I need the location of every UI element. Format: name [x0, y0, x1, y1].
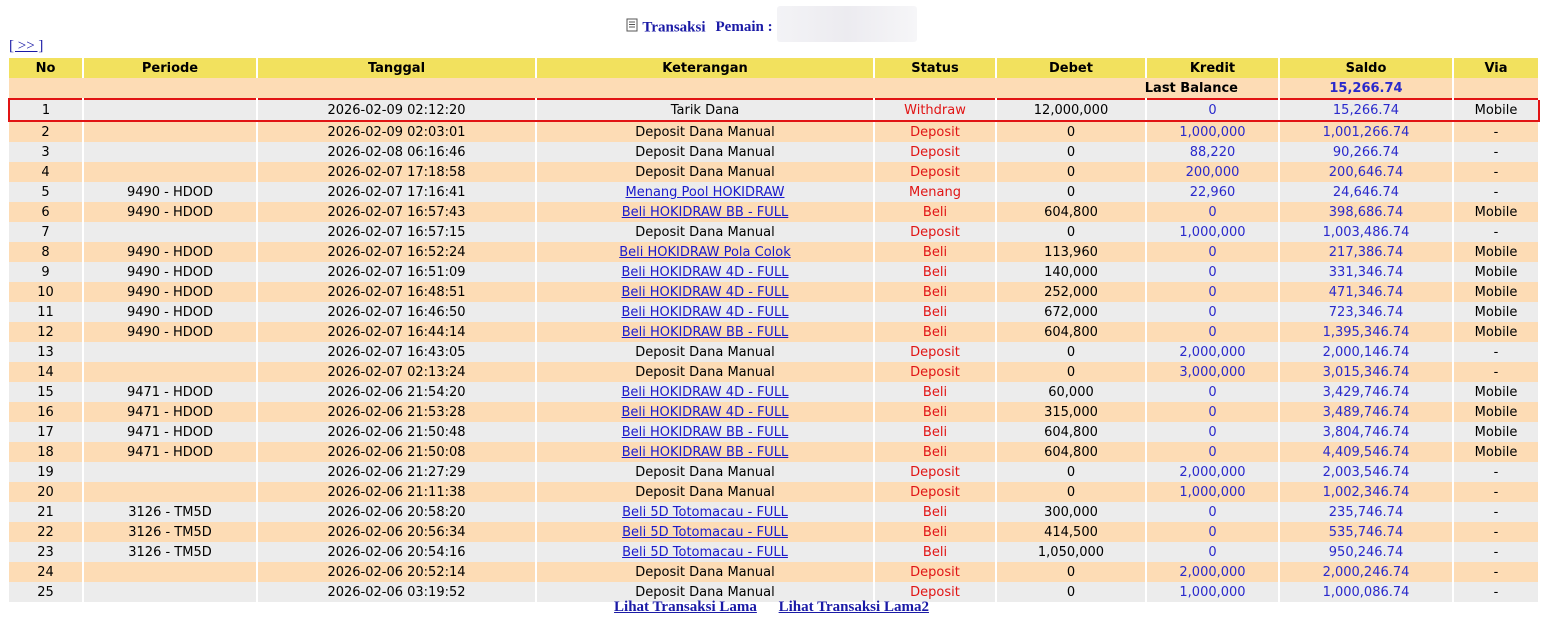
cell-via: -	[1453, 182, 1539, 202]
keterangan-link[interactable]: Beli HOKIDRAW 4D - FULL	[621, 384, 789, 400]
cell-status: Deposit	[874, 462, 996, 482]
cell-tanggal: 2026-02-06 20:56:34	[257, 522, 536, 542]
cell-via: Mobile	[1453, 442, 1539, 462]
header-periode: Periode	[83, 58, 257, 78]
cell-status: Beli	[874, 542, 996, 562]
table-row	[9, 302, 1539, 322]
cell-periode	[83, 342, 257, 362]
cell-no: 19	[9, 462, 83, 482]
cell-status: Deposit	[874, 582, 996, 602]
cell-via: Mobile	[1453, 422, 1539, 442]
cell-status: Deposit	[874, 121, 996, 142]
keterangan-link[interactable]: Beli HOKIDRAW Pola Colok	[619, 244, 791, 260]
cell-debet: 252,000	[996, 282, 1146, 302]
cell-debet: 140,000	[996, 262, 1146, 282]
cell-saldo: 217,386.74	[1279, 242, 1453, 262]
cell-tanggal: 2026-02-06 21:50:08	[257, 442, 536, 462]
cell-debet: 414,500	[996, 522, 1146, 542]
table-row	[9, 422, 1539, 442]
keterangan-link[interactable]: Beli 5D Totomacau - FULL	[622, 524, 788, 540]
table-row	[9, 282, 1539, 302]
cell-tanggal: 2026-02-06 21:11:38	[257, 482, 536, 502]
cell-keterangan: Deposit Dana Manual	[536, 121, 874, 142]
table-row	[9, 482, 1539, 502]
cell-status: Beli	[874, 242, 996, 262]
cell-tanggal: 2026-02-07 16:44:14	[257, 322, 536, 342]
cell-kredit: 200,000	[1146, 162, 1279, 182]
last-balance-value: 15,266.74	[1279, 78, 1453, 99]
cell-no: 16	[9, 402, 83, 422]
keterangan-link[interactable]: Beli HOKIDRAW BB - FULL	[621, 444, 789, 460]
table-row	[9, 162, 1539, 182]
cell-no: 10	[9, 282, 83, 302]
header-saldo: Saldo	[1279, 58, 1453, 78]
table-row	[9, 402, 1539, 422]
cell-keterangan: Tarik Dana	[536, 99, 874, 121]
cell-saldo: 471,346.74	[1279, 282, 1453, 302]
cell-kredit: 0	[1146, 402, 1279, 422]
table-row	[9, 142, 1539, 162]
keterangan-link[interactable]: Beli HOKIDRAW BB - FULL	[621, 204, 789, 220]
cell-keterangan: Deposit Dana Manual	[536, 462, 874, 482]
cell-debet: 0	[996, 182, 1146, 202]
cell-no: 9	[9, 262, 83, 282]
cell-saldo: 723,346.74	[1279, 302, 1453, 322]
cell-no: 2	[9, 121, 83, 142]
cell-no: 8	[9, 242, 83, 262]
cell-saldo: 950,246.74	[1279, 542, 1453, 562]
transactions-table	[8, 58, 1540, 602]
cell-status: Beli	[874, 262, 996, 282]
cell-via: -	[1453, 562, 1539, 582]
cell-saldo: 1,000,086.74	[1279, 582, 1453, 602]
cell-keterangan	[536, 442, 874, 462]
cell-no: 4	[9, 162, 83, 182]
keterangan-link[interactable]: Beli HOKIDRAW 4D - FULL	[621, 304, 789, 320]
cell-keterangan: Deposit Dana Manual	[536, 582, 874, 602]
table-row	[9, 262, 1539, 282]
cell-saldo: 235,746.74	[1279, 502, 1453, 522]
cell-tanggal: 2026-02-06 20:52:14	[257, 562, 536, 582]
cell-periode	[83, 99, 257, 121]
cell-status: Deposit	[874, 342, 996, 362]
cell-debet: 0	[996, 142, 1146, 162]
cell-keterangan	[536, 402, 874, 422]
cell-via: Mobile	[1453, 382, 1539, 402]
keterangan-link[interactable]: Beli 5D Totomacau - FULL	[622, 544, 788, 560]
cell-kredit: 1,000,000	[1146, 222, 1279, 242]
cell-via: Mobile	[1453, 402, 1539, 422]
keterangan-link[interactable]: Beli HOKIDRAW 4D - FULL	[621, 284, 789, 300]
cell-keterangan	[536, 302, 874, 322]
cell-periode: 9490 - HDOD	[83, 202, 257, 222]
cell-via: -	[1453, 542, 1539, 562]
cell-kredit: 3,000,000	[1146, 362, 1279, 382]
cell-status: Deposit	[874, 562, 996, 582]
cell-kredit: 1,000,000	[1146, 121, 1279, 142]
cell-tanggal: 2026-02-06 21:27:29	[257, 462, 536, 482]
cell-periode	[83, 362, 257, 382]
cell-saldo: 1,003,486.74	[1279, 222, 1453, 242]
cell-periode: 9490 - HDOD	[83, 182, 257, 202]
cell-kredit: 0	[1146, 542, 1279, 562]
cell-status: Beli	[874, 282, 996, 302]
cell-via: -	[1453, 162, 1539, 182]
cell-tanggal: 2026-02-06 20:54:16	[257, 542, 536, 562]
cell-kredit: 0	[1146, 382, 1279, 402]
cell-no: 1	[9, 99, 83, 121]
cell-debet: 0	[996, 342, 1146, 362]
cell-saldo: 3,804,746.74	[1279, 422, 1453, 442]
cell-status: Deposit	[874, 222, 996, 242]
table-row	[9, 502, 1539, 522]
cell-via: -	[1453, 342, 1539, 362]
cell-status: Deposit	[874, 142, 996, 162]
cell-saldo: 4,409,546.74	[1279, 442, 1453, 462]
cell-tanggal: 2026-02-06 21:53:28	[257, 402, 536, 422]
cell-debet: 12,000,000	[996, 99, 1146, 121]
cell-periode: 9471 - HDOD	[83, 382, 257, 402]
cell-debet: 60,000	[996, 382, 1146, 402]
cell-status: Deposit	[874, 162, 996, 182]
cell-periode: 3126 - TM5D	[83, 502, 257, 522]
cell-keterangan: Deposit Dana Manual	[536, 142, 874, 162]
table-row	[9, 222, 1539, 242]
pemain-label: Pemain :	[715, 19, 773, 36]
footer-links	[0, 599, 1543, 616]
cell-kredit: 0	[1146, 502, 1279, 522]
table-row	[9, 562, 1539, 582]
cell-tanggal: 2026-02-06 21:50:48	[257, 422, 536, 442]
header-tanggal: Tanggal	[257, 58, 536, 78]
cell-kredit: 0	[1146, 202, 1279, 222]
table-row	[9, 362, 1539, 382]
cell-tanggal: 2026-02-06 03:19:52	[257, 582, 536, 602]
cell-no: 15	[9, 382, 83, 402]
cell-keterangan	[536, 242, 874, 262]
cell-debet: 1,050,000	[996, 542, 1146, 562]
cell-no: 22	[9, 522, 83, 542]
cell-periode: 9471 - HDOD	[83, 442, 257, 462]
cell-no: 18	[9, 442, 83, 462]
page-title	[0, 14, 1543, 42]
table-row	[9, 342, 1539, 362]
cell-saldo: 2,000,146.74	[1279, 342, 1453, 362]
cell-keterangan: Deposit Dana Manual	[536, 342, 874, 362]
cell-tanggal: 2026-02-07 02:13:24	[257, 362, 536, 382]
last-balance-empty	[1453, 78, 1539, 99]
old-transactions-link[interactable]: Lihat Transaksi Lama	[614, 599, 757, 615]
cell-status: Beli	[874, 302, 996, 322]
cell-tanggal: 2026-02-09 02:12:20	[257, 99, 536, 121]
cell-tanggal: 2026-02-09 02:03:01	[257, 121, 536, 142]
keterangan-link[interactable]: Menang Pool HOKIDRAW	[625, 184, 785, 200]
cell-status: Deposit	[874, 362, 996, 382]
cell-debet: 315,000	[996, 402, 1146, 422]
keterangan-link[interactable]: Beli HOKIDRAW 4D - FULL	[621, 264, 789, 280]
table-row	[9, 522, 1539, 542]
cell-no: 20	[9, 482, 83, 502]
cell-tanggal: 2026-02-08 06:16:46	[257, 142, 536, 162]
cell-status: Beli	[874, 202, 996, 222]
next-page-link[interactable]: [ >> ]	[9, 38, 44, 54]
cell-kredit: 1,000,000	[1146, 482, 1279, 502]
cell-periode	[83, 462, 257, 482]
cell-debet: 0	[996, 482, 1146, 502]
cell-kredit: 0	[1146, 442, 1279, 462]
header-no: No	[9, 58, 83, 78]
table-row	[9, 121, 1539, 142]
cell-periode: 9490 - HDOD	[83, 282, 257, 302]
cell-tanggal: 2026-02-07 16:48:51	[257, 282, 536, 302]
cell-via: -	[1453, 462, 1539, 482]
table-row	[9, 382, 1539, 402]
cell-debet: 0	[996, 121, 1146, 142]
cell-saldo: 1,395,346.74	[1279, 322, 1453, 342]
cell-tanggal: 2026-02-07 16:46:50	[257, 302, 536, 322]
header-status: Status	[874, 58, 996, 78]
cell-saldo: 15,266.74	[1279, 99, 1453, 121]
cell-periode: 9471 - HDOD	[83, 422, 257, 442]
cell-saldo: 1,001,266.74	[1279, 121, 1453, 142]
document-icon	[626, 18, 638, 32]
cell-status: Beli	[874, 522, 996, 542]
cell-periode: 3126 - TM5D	[83, 542, 257, 562]
cell-status: Beli	[874, 402, 996, 422]
cell-saldo: 90,266.74	[1279, 142, 1453, 162]
cell-no: 3	[9, 142, 83, 162]
cell-kredit: 0	[1146, 242, 1279, 262]
cell-via: -	[1453, 582, 1539, 602]
cell-keterangan	[536, 422, 874, 442]
cell-no: 25	[9, 582, 83, 602]
cell-keterangan: Deposit Dana Manual	[536, 482, 874, 502]
cell-kredit: 0	[1146, 322, 1279, 342]
cell-no: 23	[9, 542, 83, 562]
cell-debet: 604,800	[996, 442, 1146, 462]
cell-no: 24	[9, 562, 83, 582]
cell-via: Mobile	[1453, 99, 1539, 121]
keterangan-link[interactable]: Beli HOKIDRAW BB - FULL	[621, 424, 789, 440]
cell-debet: 0	[996, 462, 1146, 482]
table-row	[9, 442, 1539, 462]
cell-via: -	[1453, 222, 1539, 242]
cell-via: Mobile	[1453, 282, 1539, 302]
table-row	[9, 242, 1539, 262]
cell-no: 12	[9, 322, 83, 342]
cell-keterangan	[536, 282, 874, 302]
cell-status: Withdraw	[874, 99, 996, 121]
cell-periode	[83, 142, 257, 162]
cell-keterangan	[536, 202, 874, 222]
cell-debet: 0	[996, 362, 1146, 382]
cell-kredit: 0	[1146, 522, 1279, 542]
cell-periode	[83, 562, 257, 582]
cell-saldo: 200,646.74	[1279, 162, 1453, 182]
cell-debet: 672,000	[996, 302, 1146, 322]
cell-via: Mobile	[1453, 322, 1539, 342]
cell-via: Mobile	[1453, 302, 1539, 322]
cell-saldo: 398,686.74	[1279, 202, 1453, 222]
cell-via: Mobile	[1453, 202, 1539, 222]
cell-status: Deposit	[874, 482, 996, 502]
keterangan-link[interactable]: Beli 5D Totomacau - FULL	[622, 504, 788, 520]
cell-debet: 604,800	[996, 322, 1146, 342]
cell-no: 21	[9, 502, 83, 522]
cell-tanggal: 2026-02-07 16:57:15	[257, 222, 536, 242]
keterangan-link[interactable]: Beli HOKIDRAW 4D - FULL	[621, 404, 789, 420]
cell-via: Mobile	[1453, 242, 1539, 262]
table-row	[9, 182, 1539, 202]
header-keterangan: Keterangan	[536, 58, 874, 78]
cell-kredit: 0	[1146, 262, 1279, 282]
cell-tanggal: 2026-02-07 16:52:24	[257, 242, 536, 262]
cell-periode	[83, 482, 257, 502]
cell-saldo: 3,015,346.74	[1279, 362, 1453, 382]
cell-status: Menang	[874, 182, 996, 202]
cell-periode: 3126 - TM5D	[83, 522, 257, 542]
cell-status: Beli	[874, 442, 996, 462]
cell-saldo: 2,003,546.74	[1279, 462, 1453, 482]
cell-keterangan	[536, 182, 874, 202]
cell-periode	[83, 162, 257, 182]
cell-no: 14	[9, 362, 83, 382]
cell-kredit: 88,220	[1146, 142, 1279, 162]
title-text: Transaksi	[642, 19, 706, 36]
cell-debet: 0	[996, 162, 1146, 182]
cell-keterangan: Deposit Dana Manual	[536, 222, 874, 242]
cell-debet: 604,800	[996, 422, 1146, 442]
cell-tanggal: 2026-02-07 16:43:05	[257, 342, 536, 362]
header-via: Via	[1453, 58, 1539, 78]
cell-debet: 300,000	[996, 502, 1146, 522]
cell-kredit: 22,960	[1146, 182, 1279, 202]
cell-debet: 604,800	[996, 202, 1146, 222]
cell-keterangan: Deposit Dana Manual	[536, 162, 874, 182]
cell-via: -	[1453, 502, 1539, 522]
cell-status: Beli	[874, 382, 996, 402]
cell-debet: 0	[996, 582, 1146, 602]
cell-via: Mobile	[1453, 262, 1539, 282]
cell-kredit: 1,000,000	[1146, 582, 1279, 602]
table-row	[9, 99, 1539, 121]
keterangan-link[interactable]: Beli HOKIDRAW BB - FULL	[621, 324, 789, 340]
cell-saldo: 535,746.74	[1279, 522, 1453, 542]
cell-kredit: 2,000,000	[1146, 342, 1279, 362]
cell-no: 6	[9, 202, 83, 222]
cell-debet: 0	[996, 562, 1146, 582]
cell-tanggal: 2026-02-07 17:18:58	[257, 162, 536, 182]
cell-saldo: 3,429,746.74	[1279, 382, 1453, 402]
cell-kredit: 0	[1146, 99, 1279, 121]
cell-no: 11	[9, 302, 83, 322]
cell-keterangan	[536, 262, 874, 282]
cell-keterangan: Deposit Dana Manual	[536, 562, 874, 582]
old-transactions2-link[interactable]: Lihat Transaksi Lama2	[778, 599, 929, 615]
cell-via: -	[1453, 522, 1539, 542]
cell-periode: 9490 - HDOD	[83, 302, 257, 322]
cell-keterangan	[536, 382, 874, 402]
table-row	[9, 322, 1539, 342]
cell-tanggal: 2026-02-07 16:57:43	[257, 202, 536, 222]
cell-via: -	[1453, 142, 1539, 162]
table-header-row	[9, 58, 1539, 78]
cell-via: -	[1453, 482, 1539, 502]
cell-kredit: 2,000,000	[1146, 562, 1279, 582]
cell-tanggal: 2026-02-07 17:16:41	[257, 182, 536, 202]
last-balance-label: Last Balance	[9, 78, 1279, 99]
cell-no: 17	[9, 422, 83, 442]
cell-keterangan	[536, 502, 874, 522]
cell-status: Beli	[874, 322, 996, 342]
cell-keterangan: Deposit Dana Manual	[536, 362, 874, 382]
cell-kredit: 0	[1146, 282, 1279, 302]
cell-tanggal: 2026-02-06 21:54:20	[257, 382, 536, 402]
cell-saldo: 1,002,346.74	[1279, 482, 1453, 502]
cell-keterangan	[536, 522, 874, 542]
cell-saldo: 331,346.74	[1279, 262, 1453, 282]
cell-debet: 113,960	[996, 242, 1146, 262]
cell-via: -	[1453, 121, 1539, 142]
player-name-redacted	[777, 6, 917, 42]
last-balance-row	[9, 78, 1539, 99]
cell-tanggal: 2026-02-07 16:51:09	[257, 262, 536, 282]
cell-status: Beli	[874, 502, 996, 522]
cell-periode: 9490 - HDOD	[83, 262, 257, 282]
cell-periode	[83, 121, 257, 142]
cell-debet: 0	[996, 222, 1146, 242]
header-kredit: Kredit	[1146, 58, 1279, 78]
table-row	[9, 202, 1539, 222]
cell-status: Beli	[874, 422, 996, 442]
cell-no: 13	[9, 342, 83, 362]
header-debet: Debet	[996, 58, 1146, 78]
cell-periode	[83, 222, 257, 242]
cell-periode: 9471 - HDOD	[83, 402, 257, 422]
table-row	[9, 462, 1539, 482]
cell-keterangan	[536, 542, 874, 562]
cell-via: -	[1453, 362, 1539, 382]
cell-periode: 9490 - HDOD	[83, 322, 257, 342]
cell-saldo: 2,000,246.74	[1279, 562, 1453, 582]
cell-kredit: 0	[1146, 422, 1279, 442]
cell-keterangan	[536, 322, 874, 342]
table-row	[9, 542, 1539, 562]
cell-tanggal: 2026-02-06 20:58:20	[257, 502, 536, 522]
cell-kredit: 2,000,000	[1146, 462, 1279, 482]
cell-saldo: 24,646.74	[1279, 182, 1453, 202]
cell-kredit: 0	[1146, 302, 1279, 322]
cell-no: 7	[9, 222, 83, 242]
cell-periode: 9490 - HDOD	[83, 242, 257, 262]
cell-no: 5	[9, 182, 83, 202]
cell-saldo: 3,489,746.74	[1279, 402, 1453, 422]
